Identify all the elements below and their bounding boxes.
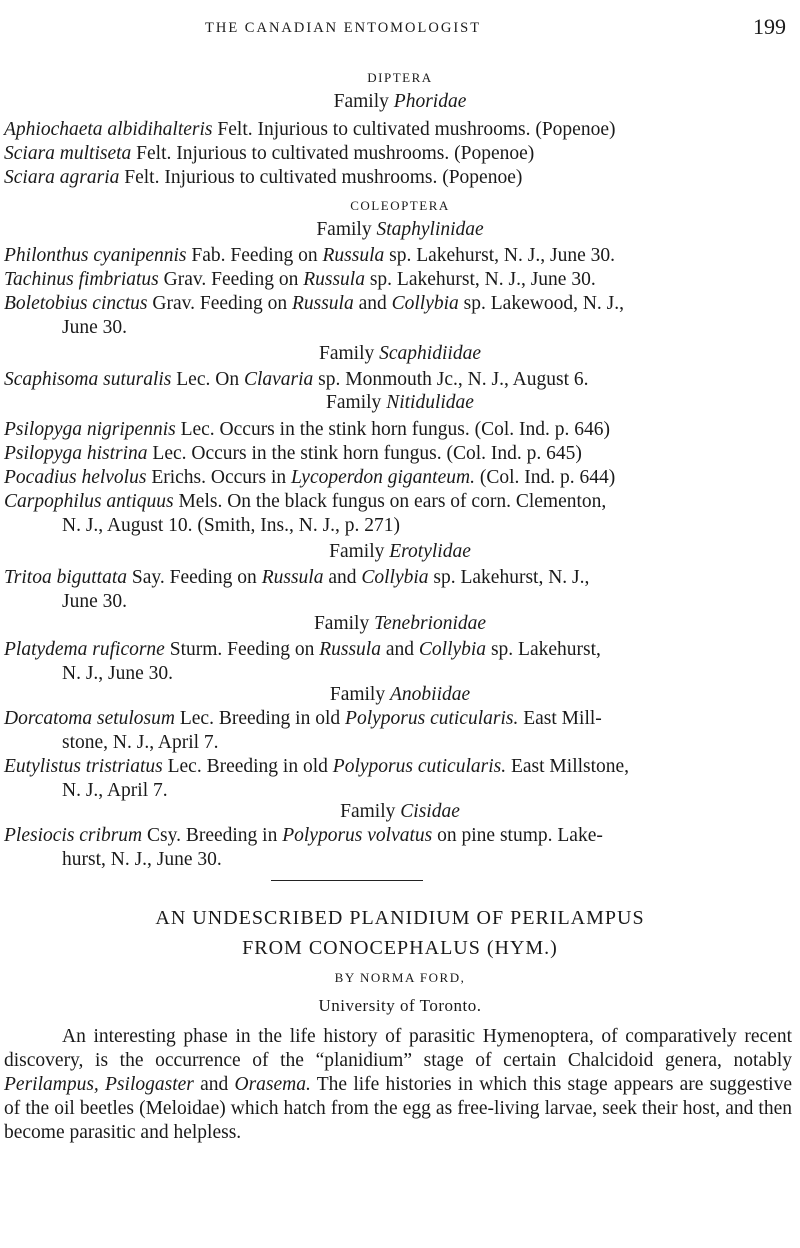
- article-byline: BY NORMA FORD,: [334, 970, 466, 985]
- species-entry: Dorcatoma setulosum Lec. Breeding in old Polyporus cuticularis. East Mill-: [4, 708, 602, 729]
- species-entry: Sciara multiseta Felt. Injurious to cultivated mushrooms. (Popenoe): [4, 143, 535, 164]
- species-entry: Tachinus fimbriatus Grav. Feeding on Russula sp. Lakehurst, N. J., June 30.: [4, 269, 596, 290]
- order-heading-coleoptera: COLEOPTERA: [350, 198, 450, 213]
- article-title-line-1: AN UNDESCRIBED PLANIDIUM OF PERILAMPUS: [155, 907, 645, 929]
- running-head: THE CANADIAN ENTOMOLOGIST: [205, 20, 482, 36]
- species-entry: Plesiocis cribrum Csy. Breeding in Polyporus volvatus on pine stump. Lake-: [4, 825, 603, 846]
- species-entry: Eutylistus tristriatus Lec. Breeding in old Polyporus cuticularis. East Millstone,: [4, 756, 630, 777]
- species-entry-continuation: N. J., June 30.: [62, 663, 174, 684]
- species-entry: Scaphisoma suturalis Lec. On Clavaria sp. Monmouth Jc., N. J., August 6.: [4, 369, 589, 390]
- family-heading-erotylidae: Family Erotylidae: [329, 541, 471, 562]
- family-heading-scaphidiidae: Family Scaphidiidae: [319, 343, 481, 364]
- species-entry: Psilopyga histrina Lec. Occurs in the stink horn fungus. (Col. Ind. p. 645): [4, 443, 582, 464]
- species-entry: Pocadius helvolus Erichs. Occurs in Lycoperdon giganteum. (Col. Ind. p. 644): [4, 467, 616, 488]
- family-heading-staphylinidae: Family Staphylinidae: [316, 219, 484, 240]
- order-heading-diptera: DIPTERA: [367, 70, 433, 85]
- species-entry: Boletobius cinctus Grav. Feeding on Russula and Collybia sp. Lakewood, N. J.,: [4, 293, 624, 314]
- family-heading-nitidulidae: Family Nitidulidae: [326, 392, 474, 413]
- section-divider: [271, 880, 423, 881]
- species-entry-continuation: hurst, N. J., June 30.: [62, 849, 222, 870]
- page-number: 199: [753, 14, 786, 39]
- species-entry-continuation: June 30.: [62, 317, 127, 338]
- species-entry-continuation: stone, N. J., April 7.: [62, 732, 219, 753]
- family-heading-phoridae: Family Phoridae: [333, 91, 467, 112]
- species-entry: Aphiochaeta albidihalteris Felt. Injurious to cultivated mushrooms. (Popenoe): [4, 119, 616, 140]
- family-heading-cisidae: Family Cisidae: [340, 801, 460, 822]
- page-header: [0, 14, 800, 44]
- species-entry: Sciara agraria Felt. Injurious to cultivated mushrooms. (Popenoe): [4, 167, 523, 188]
- species-entry-continuation: N. J., August 10. (Smith, Ins., N. J., p. 271): [62, 515, 401, 536]
- species-entry-continuation: June 30.: [62, 591, 127, 612]
- species-entry-continuation: N. J., April 7.: [62, 780, 168, 801]
- species-entry: Platydema ruficorne Sturm. Feeding on Russula and Collybia sp. Lakehurst,: [4, 639, 601, 660]
- author-affiliation: University of Toronto.: [318, 996, 482, 1015]
- species-entry: Carpophilus antiquus Mels. On the black fungus on ears of corn. Clementon,: [4, 491, 607, 512]
- article-title-line-2: FROM CONOCEPHALUS (HYM.): [242, 937, 558, 959]
- species-entry: Tritoa biguttata Say. Feeding on Russula and Collybia sp. Lakehurst, N. J.,: [4, 567, 590, 588]
- family-heading-anobiidae: Family Anobiidae: [329, 684, 471, 705]
- body-paragraph: An interesting phase in the life history of parasitic Hymenoptera, of comparatively recent discovery, is the occurrence of the “planidium” stage of certain Chalcidoid genera, notably Perilampus, Psilogaster and Orasema. The life histories in which this stage appears are suggestive of the oil beetles (Meloidae) which hatch from the egg as free-living larvae, seek their host, and then become parasitic and helpless.: [4, 1026, 793, 1143]
- species-entry: Psilopyga nigripennis Lec. Occurs in the stink horn fungus. (Col. Ind. p. 646): [4, 419, 611, 440]
- family-heading-tenebrionidae: Family Tenebrionidae: [313, 613, 487, 634]
- species-entry: Philonthus cyanipennis Fab. Feeding on Russula sp. Lakehurst, N. J., June 30.: [4, 245, 615, 266]
